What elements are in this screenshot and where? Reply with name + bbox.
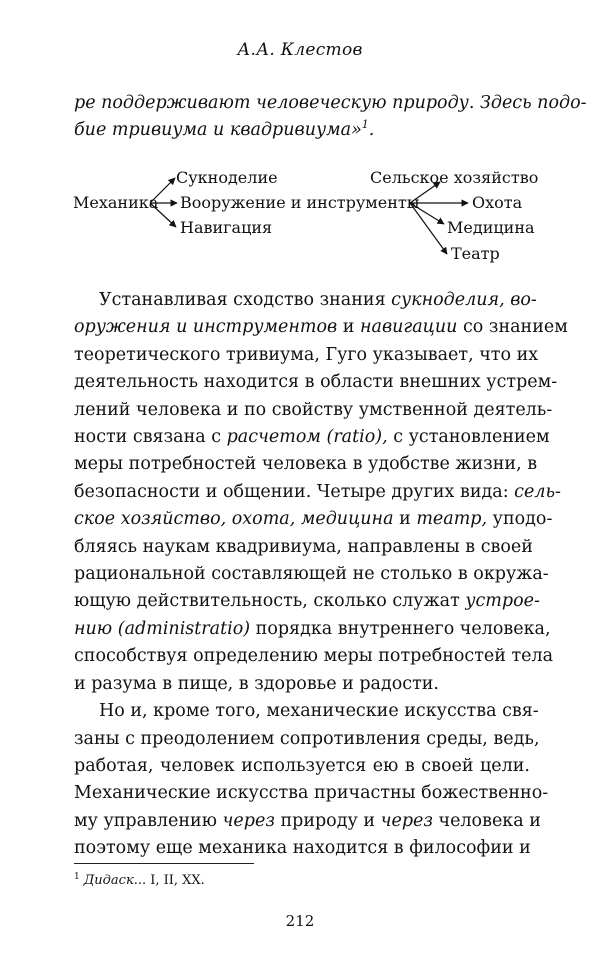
diagram-right-item: Театр [451,244,500,263]
text-line: заны с преодолением сопротивления среды, ведь, [74,728,540,749]
intro-line-2-text: бие тривиума и квадривиума» [74,120,362,140]
text-line: рациональной составляющей не столько в окружа- [74,564,549,585]
text-line: поэтому еще механика находится в философии и [74,838,531,859]
text-line: безопасности и общении. Четыре других вида: сель- [74,481,561,502]
diagram-branch-bottom: Навигация [180,218,273,237]
diagram-branch-mid: Вооружение и инструменты [180,193,420,212]
text-line: работая, человек используется ею в своей цели. [74,755,530,776]
text-line: Механические искусства причастны божественно- [74,783,549,804]
text-line: способствуя определению меры потребностей тела [74,646,554,667]
diagram-right-item: Охота [472,193,523,212]
italic-term: сукноделия, во- [391,290,537,310]
text-line: лений человека и по свойству умственной деятель- [74,399,553,420]
footnote [74,873,205,888]
italic-term: нию (administratio) [74,618,251,639]
text-line: ское хозяйство, охота, медицина и театр, уподо- [74,509,553,530]
text-line: оружения и инструментов и навигации со знанием [74,317,568,338]
footnote-reference[interactable]: 1 [361,118,369,132]
body-text [74,287,568,863]
text-line: ности связана с расчетом (ratio), с установлением [74,427,550,448]
footnote-divider [74,863,254,864]
diagram-branch-top: Сукноделие [176,168,278,187]
italic-term: навигации [359,317,458,338]
paragraph-2 [74,698,549,862]
text-line: му управлению через природу и через человека и [74,810,541,831]
intro-line-1: ре поддерживают человеческую природу. Здесь подо- [74,93,587,113]
text-line: меры потребностей человека в удобстве жизни, в [74,454,538,475]
diagram-right-item: Медицина [447,218,535,237]
intro-line-2-end: . [368,120,375,140]
italic-term: оружения и инструментов [74,317,338,338]
diagram-root: Механика [73,193,159,212]
arts-diagram [0,160,600,270]
footnote-ref: I, II, XX. [146,873,205,888]
italic-term: расчетом (ratio), [226,427,388,448]
page-number: 212 [285,912,315,930]
paragraph-1 [74,287,568,698]
text-line: ющую действительность, сколько служат устрое- [74,591,540,612]
text-line: и разума в пище, в здоровье и радости. [74,673,439,694]
italic-term: устрое- [465,591,540,612]
italic-term: через [222,810,275,831]
diagram-right-item: Сельское хозяйство [370,168,539,187]
intro-quote [74,90,587,144]
footnote-source: Дидаск... [83,873,147,888]
text-line: Но и, кроме того, механические искусства свя- [99,701,539,722]
intro-line-2 [74,117,532,144]
italic-term: театр, [416,509,488,530]
text-line: Устанавливая сходство знания сукноделия, во- [99,290,537,310]
text-line: деятельность находится в области внешних устрем- [74,372,558,393]
text-line: нию (administratio) порядка внутреннего человека, [74,618,551,639]
italic-term: ское хозяйство, охота, медицина [74,509,394,530]
italic-term: через [380,810,433,831]
italic-term: сель- [514,481,561,502]
text-line: бляясь наукам квадривиума, направлены в своей [74,536,533,557]
text-line: теоретического тривиума, Гуго указывает, что их [74,344,539,365]
footnote-marker: 1 [74,871,80,882]
running-header: А.А. Клестов [237,40,363,60]
